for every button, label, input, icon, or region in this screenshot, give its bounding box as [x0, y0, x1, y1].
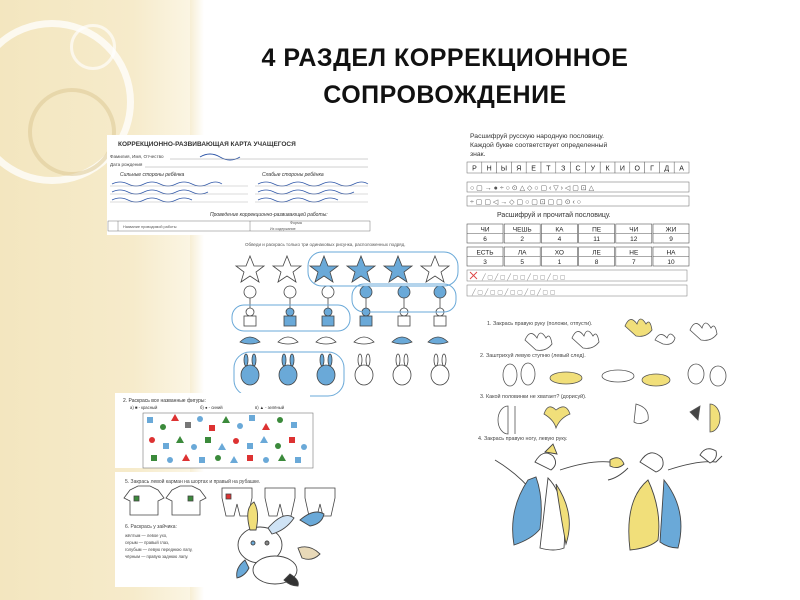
- shapes-sheet: [115, 393, 313, 468]
- cipher-instruction2: Каждой букве соответствует определенный: [470, 142, 608, 149]
- shape-square: [249, 415, 255, 421]
- cipher-letter: У: [590, 165, 596, 173]
- svg-text:÷ ▢ ▢ ◁ → ◇ ▢ ○ ▢ ⊡ ▢ ▢ ⊙ ‹ ○: ÷ ▢ ▢ ◁ → ◇ ▢ ○ ▢ ⊡ ▢ ▢ ⊙ ‹ ○: [470, 199, 582, 206]
- clothes-instruction: 5. Закрась левой карман на шортах и правый на рубашке.: [125, 479, 261, 485]
- shape-circle: [197, 416, 203, 422]
- cipher-syllable-cell: [579, 247, 615, 266]
- cipher-letter: И: [619, 165, 625, 173]
- shape-circle: [215, 455, 221, 461]
- cipher-number: 6: [483, 236, 487, 243]
- clothes-line3: голубым — левую переднюю лапу,: [125, 547, 193, 552]
- shape-square: [295, 457, 301, 463]
- cipher-syllable: ЕСТЬ: [476, 249, 494, 257]
- card-col-form: Форма: [290, 221, 302, 225]
- shape-circle: [237, 423, 243, 429]
- cipher-letter: Я: [516, 165, 522, 173]
- shape-square: [199, 457, 205, 463]
- cipher-letter-cell: [571, 162, 586, 173]
- cipher-syllable: ЧИ: [480, 226, 490, 234]
- cipher-letter-cell: [659, 162, 674, 173]
- card-weaknesses: Слабые стороны ребёнка: [262, 172, 324, 178]
- cipher-letter-cell: [615, 162, 630, 173]
- shape-square: [247, 443, 253, 449]
- shape-circle: [191, 444, 197, 450]
- cipher-letter-cell: [526, 162, 541, 173]
- svg-text:╱ ▢ ╱ ▢ ▢ ╱ ▢ ▢ ╱ ▢ ╱ ▢ ▢: ╱ ▢ ╱ ▢ ▢ ╱ ▢ ▢ ╱ ▢ ╱ ▢ ▢: [472, 290, 556, 296]
- cipher-syllable: НА: [666, 249, 676, 257]
- card-work-heading: Проведение коррекционно-развивающей работы:: [210, 212, 328, 218]
- cipher-number: 7: [631, 259, 636, 266]
- cipher-letter-cell: [674, 162, 689, 173]
- cipher-letter: Е: [531, 165, 536, 173]
- card-strengths: Сильные стороны ребёнка: [120, 172, 185, 178]
- cipher-letter-cell: [541, 162, 556, 173]
- cipher-letter: К: [605, 165, 610, 173]
- cipher-syllable-cell: [504, 224, 540, 243]
- cipher-letter: Т: [546, 165, 551, 173]
- card-field-name: Фамилия, Имя, Отчество: [110, 154, 164, 159]
- cipher-letter-cell: [467, 162, 482, 173]
- hands-task4: 4. Закрась правую ногу, левую руку.: [478, 436, 568, 442]
- cipher-syllable-cell: [467, 247, 503, 266]
- cipher-number: 3: [483, 259, 487, 266]
- clothes-sheet: [115, 472, 345, 587]
- cipher-letter-cell: [482, 162, 497, 173]
- cipher-letter-cell: [497, 162, 512, 173]
- cipher-number: 10: [667, 259, 675, 266]
- cipher-syllable-cell: [653, 247, 689, 266]
- cipher-instruction1: Расшифруй русскую народную пословицу.: [470, 133, 605, 140]
- shape-square: [147, 417, 153, 423]
- cipher-letter: А: [679, 165, 684, 173]
- cipher-syllable: ХО: [554, 249, 564, 257]
- shape-circle: [263, 457, 269, 463]
- slide-title-line1: 4 РАЗДЕЛ КОРРЕКЦИОННОЕ: [261, 44, 629, 72]
- clothes-line2: серым — правый глаз,: [125, 540, 170, 545]
- cipher-letter-row: [467, 162, 689, 173]
- clothes-line4: чёрным — правую заднюю лапу.: [125, 554, 189, 559]
- cipher-syllable: ЛЕ: [592, 249, 601, 257]
- cipher-letter-cell: [556, 162, 571, 173]
- shapes-legend-a: а) ■ - красный: [130, 405, 158, 410]
- cipher-syllable: ЛА: [517, 249, 527, 257]
- shape-circle: [233, 438, 239, 444]
- cipher-letter: Г: [650, 165, 654, 173]
- card-col-topic: Название проводимой работы: [123, 225, 177, 229]
- svg-text:╱ ▢ ╱ ▢ ╱ ▢ ▢ ╱ ▢ ▢ ╱ ▢ ▢: ╱ ▢ ╱ ▢ ╱ ▢ ▢ ╱ ▢ ▢ ╱ ▢ ▢: [482, 275, 566, 281]
- clothes-task6: 6. Раскрась у зайчика:: [125, 524, 177, 530]
- shape-circle: [275, 443, 281, 449]
- cipher-number: 8: [594, 259, 599, 266]
- cipher-syllable-cell: [541, 247, 577, 266]
- cipher-letter-cell: [585, 162, 600, 173]
- figures-sheet: [232, 237, 464, 397]
- cipher-syllable-cell: [616, 224, 652, 243]
- shapes-legend-b: б) ● - синий: [200, 405, 223, 410]
- shape-square: [163, 443, 169, 449]
- cipher-number: 11: [593, 236, 600, 243]
- cipher-letter: Н: [486, 165, 492, 173]
- shape-circle: [160, 424, 166, 430]
- shape-square: [291, 422, 297, 428]
- cipher-letter: Ы: [500, 165, 508, 173]
- shape-square: [289, 437, 295, 443]
- shape-square: [185, 422, 191, 428]
- slide-title-line2: СОПРОВОЖДЕНИЕ: [323, 81, 567, 109]
- cipher-syllable-cell: [504, 247, 540, 266]
- cipher-letter: С: [575, 165, 581, 173]
- shape-circle: [149, 437, 155, 443]
- clothes-line1: жёлтым — левое ухо,: [125, 533, 168, 538]
- cipher-letter: О: [634, 165, 640, 173]
- hands-task3: 3. Какой половинки не хватает? (дорисуй).: [480, 394, 587, 400]
- cipher-instruction3: знак.: [470, 151, 486, 158]
- hands-sheet: [470, 305, 740, 585]
- hands-task1: 1. Закрась правую руку (положи, отпусти).: [487, 321, 593, 327]
- cipher-number: 9: [669, 236, 673, 243]
- svg-text:○ ▢ → ● ÷ ○ ⊙ △ ◇ ○ ▢ ‹ ▽ › ◁: ○ ▢ → ● ÷ ○ ⊙ △ ◇ ○ ▢ ‹ ▽ › ◁ ▢ ⊡ △: [470, 185, 594, 192]
- shape-circle: [301, 444, 307, 450]
- cipher-syllable: ПЕ: [592, 226, 602, 234]
- shape-square: [209, 425, 215, 431]
- shapes-legend-c: в) ▲ - зелёный: [255, 405, 285, 410]
- cipher-syllable-cell: [541, 224, 577, 243]
- cipher-syllable: ЖИ: [665, 226, 677, 234]
- cipher-syllable: КА: [555, 226, 564, 234]
- cipher-letter: Д: [664, 165, 670, 173]
- cipher-syllable-cell: [616, 247, 652, 266]
- cipher-letter-cell: [645, 162, 660, 173]
- cipher-letter: Р: [472, 165, 477, 173]
- card-field-dob: Дата рождения: [110, 162, 143, 167]
- card-title: КОРРЕКЦИОННО-РАЗВИВАЮЩАЯ КАРТА УЧАЩЕГОСЯ: [118, 141, 296, 148]
- shape-circle: [167, 457, 173, 463]
- cipher-decode-title: Расшифруй и прочитай пословицу.: [497, 212, 611, 219]
- cipher-letter: З: [561, 165, 566, 173]
- cipher-number: 5: [520, 259, 525, 266]
- card-col-result: Их содержание: [270, 227, 296, 231]
- cipher-number: 1: [557, 259, 562, 266]
- shape-circle: [277, 417, 283, 423]
- figures-instruction: Обведи и раскрась только три одинаковых рисунка, расположенных подряд.: [245, 242, 406, 247]
- hands-task2: 2. Заштрихуй левую ступню (левый след).: [480, 353, 586, 359]
- cipher-syllable: ЧИ: [629, 226, 639, 234]
- cipher-number: 2: [520, 236, 525, 243]
- cipher-syllable-cell: [467, 224, 503, 243]
- cipher-syllable: НЕ: [629, 249, 639, 257]
- shape-square: [151, 455, 157, 461]
- cipher-number: 12: [630, 236, 638, 243]
- cipher-syllable: ЧЕШЬ: [512, 226, 532, 234]
- shapes-instruction: 2. Раскрась все названные фигуры:: [123, 398, 206, 404]
- cipher-syllable-cell: [579, 224, 615, 243]
- shape-square: [247, 455, 253, 461]
- cipher-letter-cell: [600, 162, 615, 173]
- cipher-letter-cell: [511, 162, 526, 173]
- cipher-letter-cell: [630, 162, 645, 173]
- cipher-number: 4: [557, 236, 562, 243]
- cipher-syllable-cell: [653, 224, 689, 243]
- shape-square: [205, 437, 211, 443]
- correction-card: [107, 135, 370, 235]
- cipher-sheet: [462, 127, 696, 299]
